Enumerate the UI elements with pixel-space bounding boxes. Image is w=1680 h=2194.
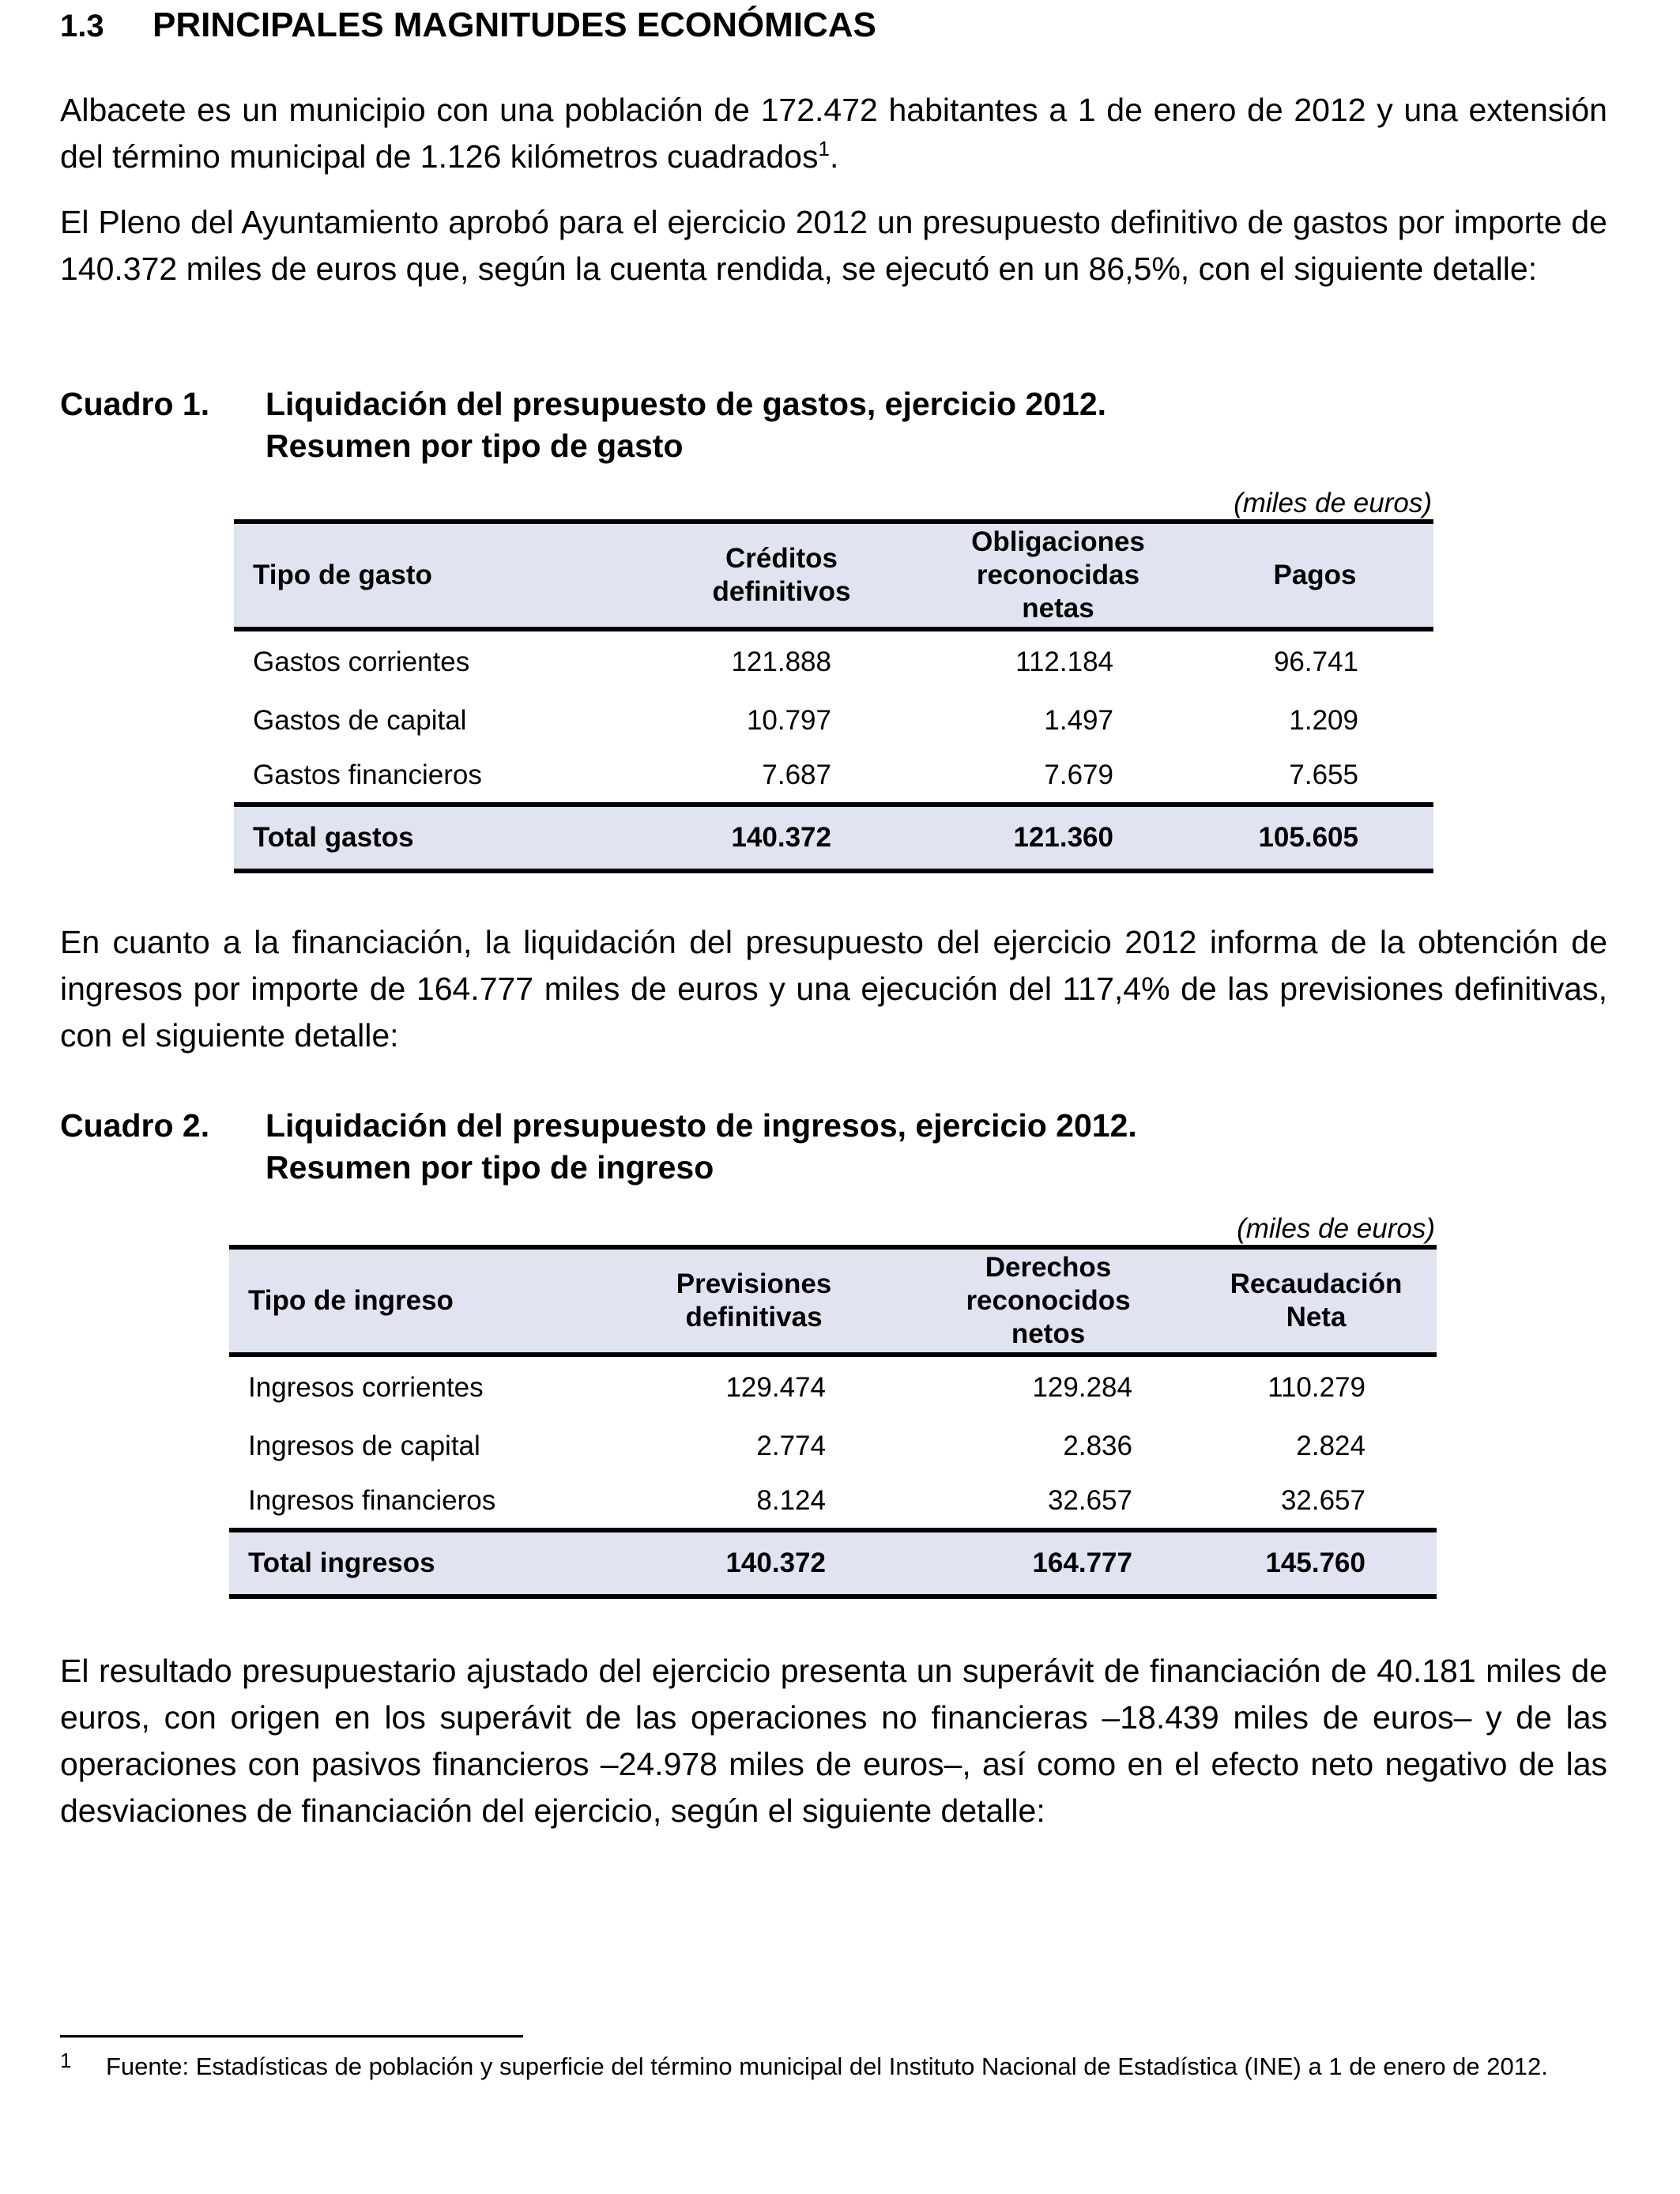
footnote-divider <box>60 2035 523 2038</box>
table1-title: Liquidación del presupuesto de gastos, ejercicio 2012. <box>266 386 1107 422</box>
row-label: Ingresos corrientes <box>248 1372 484 1403</box>
table-total-row <box>229 1530 1437 1596</box>
table-row <box>229 1419 1437 1473</box>
table1-label: Cuadro 1. <box>60 386 210 422</box>
cell-net-rights: 32.657 <box>1047 1484 1132 1516</box>
cell-net-collection: 110.279 <box>1268 1372 1365 1403</box>
table-total-row <box>234 805 1433 871</box>
result-paragraph: El resultado presupuestario ajustado del ejercicio presenta un superávit de financiación de 40.181 miles de euros, con origen en los superávit de las operaciones no financieras –18.439 miles de euros– y de las operaciones con pasivos financieros –24.978 miles de euros–, así como en el efecto neto negativo de las desviaciones de financiación del ejercicio, según el siguiente detalle: <box>60 1653 1607 1829</box>
row-label: Gastos de capital <box>253 704 467 736</box>
column-header-final-credits: Créditos definitivos <box>643 522 920 629</box>
row-label: Gastos financieros <box>253 759 482 790</box>
income-table <box>229 1245 1437 1599</box>
row-label: Ingresos financieros <box>248 1484 496 1516</box>
cell-final-credits: 10.797 <box>746 704 831 736</box>
table2-units: (miles de euros) <box>1237 1213 1435 1244</box>
section-number: 1.3 <box>60 9 104 43</box>
intro-text: Albacete es un municipio con una población de 172.472 habitantes a 1 de enero de 2012 y una extensión del término municipal de 1.126 kilómetros cuadrados <box>60 92 1607 175</box>
table-row <box>234 748 1433 805</box>
table-header-row <box>234 522 1433 629</box>
intro-paragraph <box>60 87 1607 180</box>
total-net-collection: 145.760 <box>1196 1530 1437 1596</box>
column-header-net-collection: Recaudación Neta <box>1196 1247 1437 1355</box>
cell-payments: 7.655 <box>1289 759 1358 790</box>
expenses-table <box>234 519 1433 873</box>
table1-subtitle: Resumen por tipo de gasto <box>266 428 684 464</box>
cell-final-credits: 121.888 <box>731 647 831 677</box>
section-heading <box>60 2 1625 50</box>
table1-units: (miles de euros) <box>1234 488 1432 518</box>
cell-net-obligations: 112.184 <box>1015 647 1113 677</box>
financing-paragraph: En cuanto a la financiación, la liquidación del presupuesto del ejercicio 2012 informa de la obtención de ingresos por importe de 164.777 miles de euros y una ejecución del 117,4% de las previsiones definitivas, con el siguiente detalle: <box>60 924 1607 1054</box>
table-row <box>234 693 1433 748</box>
intro-end: . <box>829 138 839 175</box>
section-title: PRINCIPALES MAGNITUDES ECONÓMICAS <box>153 6 876 44</box>
total-label: Total ingresos <box>229 1530 607 1596</box>
total-net-obligations: 121.360 <box>920 805 1196 871</box>
table-row <box>229 1355 1437 1419</box>
cell-net-rights: 129.284 <box>1032 1372 1132 1403</box>
footnote-reference[interactable]: 1 <box>818 137 830 160</box>
cell-net-collection: 32.657 <box>1280 1484 1365 1516</box>
row-label: Ingresos de capital <box>248 1430 480 1461</box>
cell-final-estimates: 8.124 <box>756 1484 826 1516</box>
table-header-row <box>229 1247 1437 1355</box>
table-row <box>234 629 1433 693</box>
column-header-expense-type: Tipo de gasto <box>234 522 643 629</box>
total-final-estimates: 140.372 <box>607 1530 901 1596</box>
footnote-text: Fuente: Estadísticas de población y superficie del término municipal del Instituto Nacional de Estadística (INE) a 1 de enero de 2012. <box>106 2053 1548 2080</box>
row-label: Gastos corrientes <box>253 647 470 677</box>
cell-final-estimates: 129.474 <box>725 1372 826 1403</box>
cell-payments: 96.741 <box>1273 647 1358 677</box>
total-payments: 105.605 <box>1196 805 1433 871</box>
total-net-rights: 164.777 <box>901 1530 1196 1596</box>
budget-paragraph: El Pleno del Ayuntamiento aprobó para el ejercicio 2012 un presupuesto definitivo de gastos por importe de 140.372 miles de euros que, según la cuenta rendida, se ejecutó en un 86,5%, con el siguiente detalle: <box>60 204 1607 287</box>
cell-net-rights: 2.836 <box>1063 1430 1132 1461</box>
table2-subtitle: Resumen por tipo de ingreso <box>266 1149 714 1186</box>
cell-net-obligations: 1.497 <box>1044 704 1113 736</box>
cell-net-collection: 2.824 <box>1296 1430 1365 1461</box>
total-label: Total gastos <box>234 805 643 871</box>
column-header-net-obligations: Obligaciones reconocidas netas <box>920 522 1196 629</box>
footnote-mark: 1 <box>60 2049 72 2072</box>
cell-payments: 1.209 <box>1289 704 1358 736</box>
total-final-credits: 140.372 <box>643 805 920 871</box>
cell-net-obligations: 7.679 <box>1044 759 1113 790</box>
column-header-final-estimates: Previsiones definitivas <box>607 1247 901 1355</box>
footnote <box>60 2050 1607 2083</box>
column-header-income-type: Tipo de ingreso <box>229 1247 607 1355</box>
table-row <box>229 1473 1437 1530</box>
cell-final-credits: 7.687 <box>762 759 831 790</box>
table2-label: Cuadro 2. <box>60 1107 210 1144</box>
cell-final-estimates: 2.774 <box>756 1430 826 1461</box>
column-header-net-rights: Derechos reconocidos netos <box>901 1247 1196 1355</box>
table2-title: Liquidación del presupuesto de ingresos, ejercicio 2012. <box>266 1107 1137 1144</box>
column-header-payments: Pagos <box>1196 522 1433 629</box>
